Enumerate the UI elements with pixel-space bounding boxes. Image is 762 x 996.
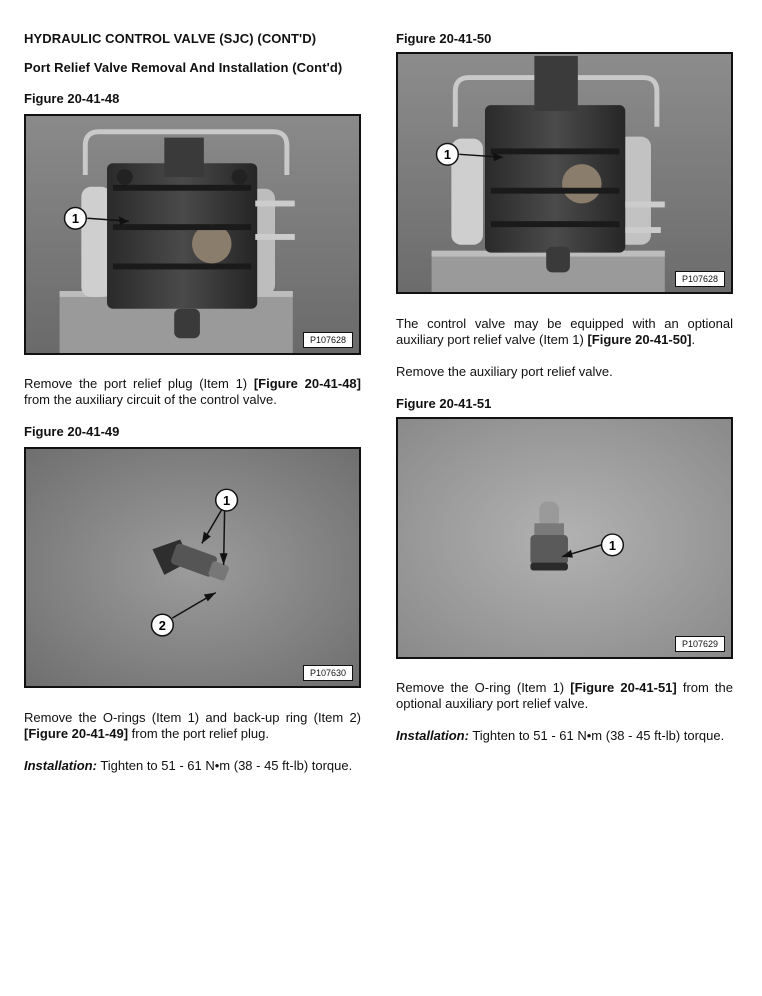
paragraph-installation-right: Installation: Tighten to 51 - 61 N•m (38 - 45 ft-lb) torque. <box>396 728 725 743</box>
paragraph-remove-oring: Remove the O-ring (Item 1) [Figure 20-41-51] from the optional auxiliary port relief valve. <box>396 680 734 711</box>
control-valve-front-image <box>26 116 359 353</box>
figure-49-photo <box>24 447 361 688</box>
photo-id-48: P107628 <box>303 332 353 348</box>
port-relief-plug-image <box>26 449 359 686</box>
paragraph-remove-plug: Remove the port relief plug (Item 1) [Figure 20-41-48] from the auxiliary circuit of the control valve. <box>24 376 361 407</box>
photo-id-51: P107629 <box>675 636 725 652</box>
callout-2: 2 <box>158 617 166 633</box>
figure-50-photo <box>396 52 733 294</box>
figure-51-photo <box>396 417 733 659</box>
callout-1: 1 <box>443 147 451 163</box>
aux-port-relief-valve-image <box>398 419 731 657</box>
paragraph-remove-orings: Remove the O-rings (Item 1) and back-up ring (Item 2) [Figure 20-41-49] from the port relief plug. <box>24 710 361 741</box>
callout-1: 1 <box>223 493 231 509</box>
control-valve-auxiliary-image <box>398 54 731 292</box>
photo-id-49: P107630 <box>303 665 353 681</box>
figure-51-label: Figure 20-41-51 <box>396 396 492 411</box>
figure-48-photo <box>24 114 361 355</box>
figure-50-label: Figure 20-41-50 <box>396 31 492 46</box>
paragraph-remove-aux-valve: Remove the auxiliary port relief valve. <box>396 364 613 379</box>
section-title: HYDRAULIC CONTROL VALVE (SJC) (CONT'D) <box>24 31 317 46</box>
photo-id-50: P107628 <box>675 271 725 287</box>
paragraph-installation-left: Installation: Tighten to 51 - 61 N•m (38 - 45 ft-lb) torque. <box>24 758 353 773</box>
paragraph-optional-valve: The control valve may be equipped with an optional auxiliary port relief valve (Item 1) [Figure 20-41-50]. <box>396 316 733 347</box>
callout-1: 1 <box>71 211 79 227</box>
figure-48-label: Figure 20-41-48 <box>24 91 120 106</box>
subsection-title: Port Relief Valve Removal And Installation (Cont'd) <box>24 60 343 75</box>
figure-49-label: Figure 20-41-49 <box>24 424 120 439</box>
callout-1: 1 <box>608 537 616 553</box>
